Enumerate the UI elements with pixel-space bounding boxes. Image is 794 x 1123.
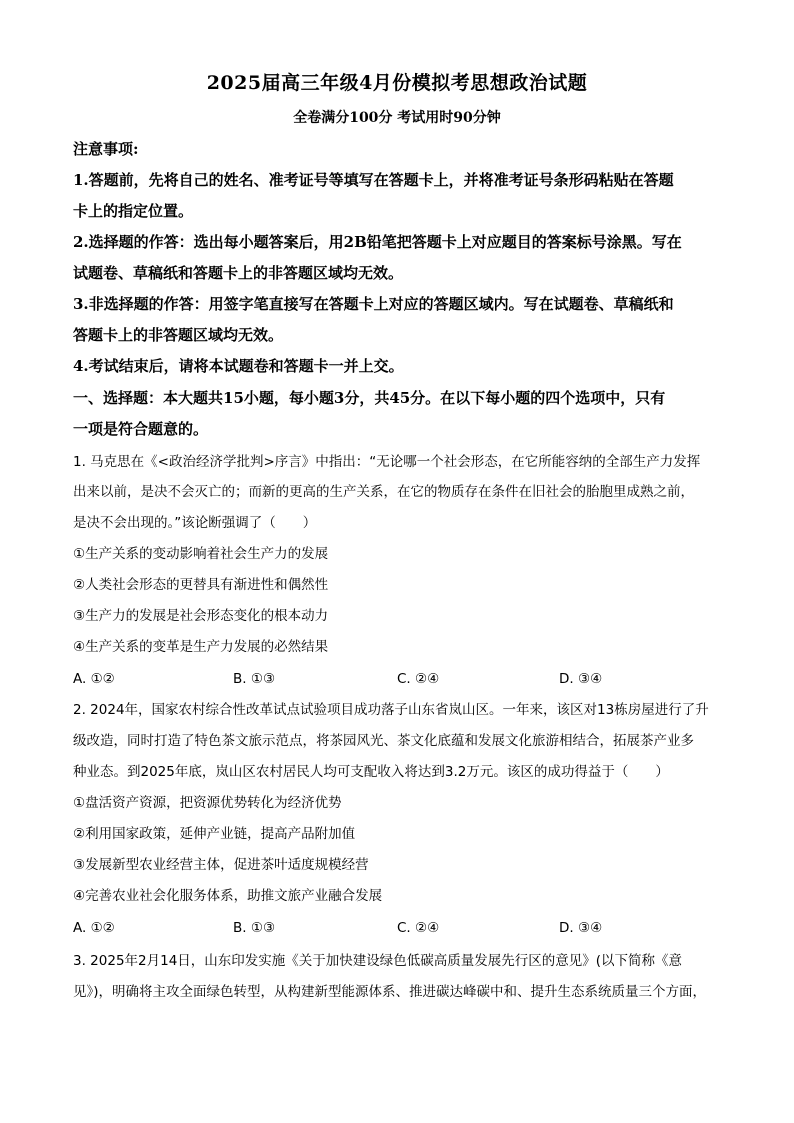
exam-info: 全卷满分100分 考试用时90分钟 [293,110,501,126]
question-1-option-c: C. ②④ [397,671,440,687]
question-2-item: ①盘活资产资源，把资源优势转化为经济优势 [73,795,342,811]
section-heading: 一项是符合题意的。 [73,420,209,438]
notice-heading: 注意事项: [73,140,139,158]
notice-line: 卡上的指定位置。 [73,202,194,220]
question-1-option-a: A. ①② [73,671,115,687]
question-2-stem: 种业态。到2025年底，岚山区农村居民人均可支配收入将达到3.2万元。该区的成功得益于（ ） [73,764,669,780]
question-1-stem: 出来以前，是决不会灭亡的；而新的更高的生产关系，在它的物质存在条件在旧社会的胎胞里成熟之前， [73,484,694,500]
notice-line: 试题卷、草稿纸和答题卡上的非答题区域均无效。 [73,264,404,282]
notice-line: 3.非选择题的作答：用签字笔直接写在答题卡上对应的答题区域内。写在试题卷、草稿纸和 [73,295,674,313]
question-2-item: ④完善农业社会化服务体系，助推文旅产业融合发展 [73,888,383,904]
question-1-item: ②人类社会形态的更替具有渐进性和偶然性 [73,577,329,593]
question-1-option-b: B. ①③ [233,671,276,687]
question-1-option-d: D. ③④ [559,671,603,687]
question-2-stem: 2. 2024年，国家农村综合性改革试点试验项目成功落子山东省岚山区。一年来，该区对13栋房屋进行了升 [73,702,709,718]
page-title: 2025届高三年级4月份模拟考思想政治试题 [206,72,588,94]
question-3-stem: 3. 2025年2月14日，山东印发实施《关于加快建设绿色低碳高质量发展先行区的意见》(以下简称《意 [73,953,683,969]
section-heading: 一、选择题：本大题共15小题，每小题3分，共45分。在以下每小题的四个选项中，只有 [73,389,666,407]
question-1-stem: 是决不会出现的。”该论断强调了（ ） [73,515,317,531]
question-1-item: ③生产力的发展是社会形态变化的根本动力 [73,608,329,624]
question-2-stem: 级改造，同时打造了特色茶文旅示范点，将茶园风光、茶文化底蕴和发展文化旅游相结合，拓展茶产业多 [73,733,694,749]
notice-line: 2.选择题的作答：选出每小题答案后，用2B铅笔把答题卡上对应题目的答案标号涂黑。写在 [73,233,682,251]
notice-line: 1.答题前，先将自己的姓名、准考证号等填写在答题卡上，并将准考证号条形码粘贴在答题 [73,171,674,189]
question-2-option-b: B. ①③ [233,920,276,936]
question-1-stem: 1. 马克思在《<政治经济学批判>序言》中指出：“无论哪一个社会形态，在它所能容纳的全部生产力发挥 [73,454,701,470]
question-1-item: ④生产关系的变革是生产力发展的必然结果 [73,639,329,655]
question-3-stem: 见》)，明确将主攻全面绿色转型，从构建新型能源体系、推进碳达峰碳中和、提升生态系统质量三个方面， [73,984,707,1000]
question-1-item: ①生产关系的变动影响着社会生产力的发展 [73,546,329,562]
question-2-option-d: D. ③④ [559,920,603,936]
question-2-item: ③发展新型农业经营主体，促进茶叶适度规模经营 [73,857,369,873]
notice-line: 4.考试结束后，请将本试题卷和答题卡一并上交。 [73,357,404,375]
notice-line: 答题卡上的非答题区域均无效。 [73,326,284,344]
question-2-option-c: C. ②④ [397,920,440,936]
question-2-item: ②利用国家政策，延伸产业链，提高产品附加值 [73,826,356,842]
question-2-option-a: A. ①② [73,920,115,936]
